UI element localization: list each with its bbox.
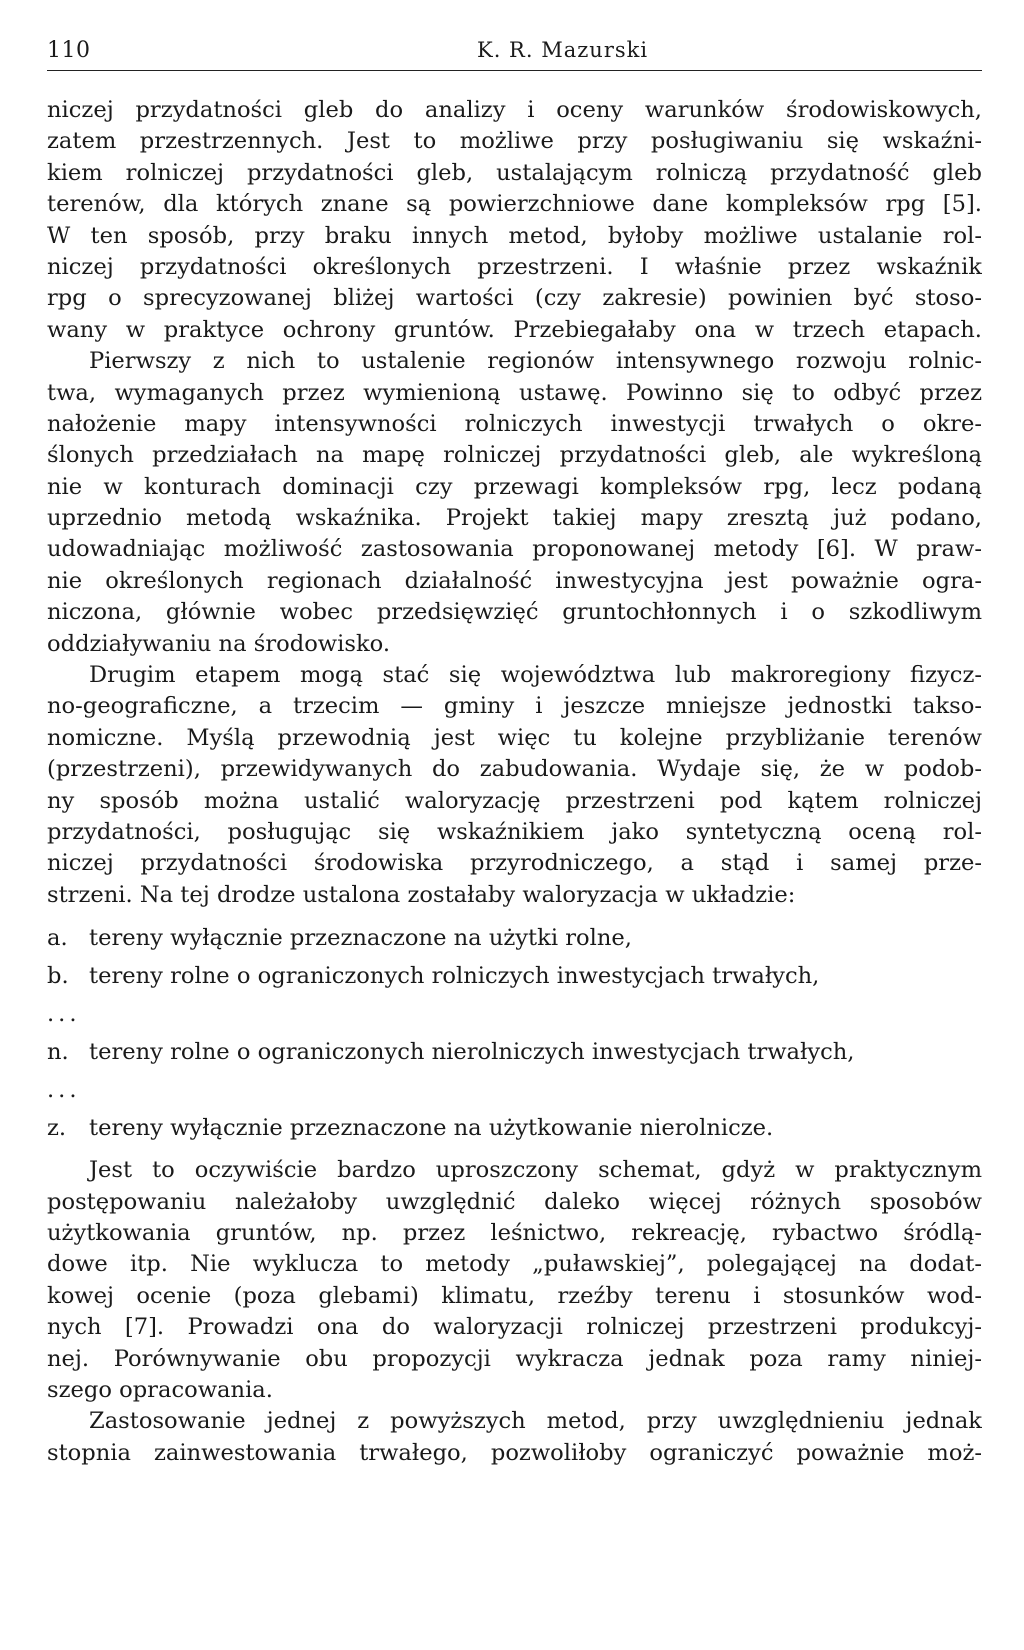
list-item-text: tereny rolne o ograniczonych rolniczych inwestycjach trwałych, — [89, 963, 820, 990]
text-line: stopnia zainwestowania trwałego, pozwoliłoby ograniczyć poważnie moż- — [47, 1439, 982, 1466]
list-item-text: tereny wyłącznie przeznaczone na użytkowanie nierolnicze. — [89, 1115, 774, 1142]
text-line: twa, wymaganych przez wymienioną ustawę. Powinno się to odbyć przez — [47, 379, 982, 406]
text-line: strzeni. Na tej drodze ustalona zostałaby waloryzacja w układzie: — [47, 881, 796, 908]
text-line: terenów, dla których znane są powierzchniowe dane kompleksów rpg [5]. — [47, 191, 982, 218]
text-line: udowadniając możliwość zastosowania proponowanej metody [6]. W praw- — [47, 536, 982, 563]
text-line: ślonych przedziałach na mapę rolniczej przydatności gleb, ale wykreśloną — [47, 442, 982, 469]
text-line: przydatności, posługując się wskaźnikiem jako syntetyczną oceną rol- — [47, 818, 982, 845]
text-line: nie w konturach dominacji czy przewagi kompleksów rpg, lecz podaną — [47, 473, 982, 500]
list-item — [47, 1033, 982, 1071]
text-line: użytkowania gruntów, np. przez leśnictwo, rekreację, rybactwo śródlą- — [47, 1219, 982, 1246]
text-line: nałożenie mapy intensywności rolniczych inwestycji trwałych o okre- — [47, 410, 982, 437]
page-number: 110 — [47, 38, 91, 63]
text-line: nie określonych regionach działalność inwestycyjna jest poważnie ogra- — [47, 567, 982, 594]
list-item-key: n. — [47, 1039, 69, 1066]
text-line: niczej przydatności określonych przestrzeni. I właśnie przez wskaźnik — [47, 253, 982, 280]
text-line: Pierwszy z nich to ustalenie regionów intensywnego rozwoju rolnic- — [89, 348, 982, 375]
list-item — [47, 1109, 982, 1147]
text-line: wany w praktyce ochrony gruntów. Przebiegałaby ona w trzech etapach. — [47, 316, 982, 343]
body-text — [47, 95, 982, 1469]
text-line: szego opracowania. — [47, 1376, 273, 1403]
text-line: Jest to oczywiście bardzo uproszczony schemat, gdyż w praktycznym — [89, 1157, 982, 1184]
text-line: dowe itp. Nie wyklucza to metody „puławskiej”, polegającej na dodat- — [47, 1251, 982, 1278]
text-line: niczona, głównie wobec przedsięwzięć gruntochłonnych i o szkodliwym — [47, 599, 982, 626]
text-line: Drugim etapem mogą stać się województwa lub makroregiony fizycz- — [89, 662, 982, 689]
text-line: nej. Porównywanie obu propozycji wykracza jednak poza ramy niniej- — [47, 1345, 982, 1372]
text-line: zatem przestrzennych. Jest to możliwe przy posługiwaniu się wskaźni- — [47, 128, 982, 155]
page-header — [47, 34, 982, 71]
text-line: kiem rolniczej przydatności gleb, ustalającym rolniczą przydatność gleb — [47, 159, 982, 186]
text-line: rpg o sprecyzowanej bliżej wartości (czy zakresie) powinien być stoso- — [47, 285, 982, 312]
text-line: kowej ocenie (poza glebami) klimatu, rzeźby terenu i stosunków wod- — [47, 1282, 982, 1309]
text-line: niczej przydatności gleb do analizy i oceny warunków środowiskowych, — [47, 97, 982, 123]
text-line: nomiczne. Myślą przewodnią jest więc tu kolejne przybliżanie terenów — [47, 724, 982, 751]
text-line: no-geograficzne, a trzecim — gminy i jeszcze mniejsze jednostki takso- — [47, 693, 982, 720]
text-line: Zastosowanie jednej z powyższych metod, przy uwzględnieniu jednak — [89, 1408, 982, 1435]
list-item — [47, 919, 982, 957]
text-line: uprzednio metodą wskaźnika. Projekt takiej mapy zresztą już podano, — [47, 505, 982, 532]
list-item-key: a. — [47, 925, 68, 952]
text-line: (przestrzeni), przewidywanych do zabudowania. Wydaje się, że w podob- — [47, 756, 982, 783]
list-ellipsis: ... — [47, 1001, 81, 1028]
running-head: K. R. Mazurski — [477, 38, 649, 62]
text-line: nych [7]. Prowadzi ona do waloryzacji rolniczej przestrzeni produkcyj- — [47, 1314, 982, 1341]
text-line: niczej przydatności środowiska przyrodniczego, a stąd i samej prze- — [47, 850, 982, 877]
list-item-text: tereny wyłącznie przeznaczone na użytki rolne, — [89, 925, 632, 952]
list-item-key: z. — [47, 1115, 67, 1142]
list-item-key: b. — [47, 963, 69, 990]
list-ellipsis: ... — [47, 1077, 81, 1104]
text-line: ny sposób można ustalić waloryzację przestrzeni pod kątem rolniczej — [47, 787, 982, 814]
text-line: oddziaływaniu na środowisko. — [47, 630, 391, 657]
list-item-text: tereny rolne o ograniczonych nierolniczych inwestycjach trwałych, — [89, 1039, 855, 1066]
text-line: W ten sposób, przy braku innych metod, byłoby możliwe ustalanie rol- — [47, 222, 982, 249]
text-line: postępowaniu należałoby uwzględnić daleko więcej różnych sposobów — [47, 1188, 982, 1215]
list-item — [47, 957, 982, 995]
